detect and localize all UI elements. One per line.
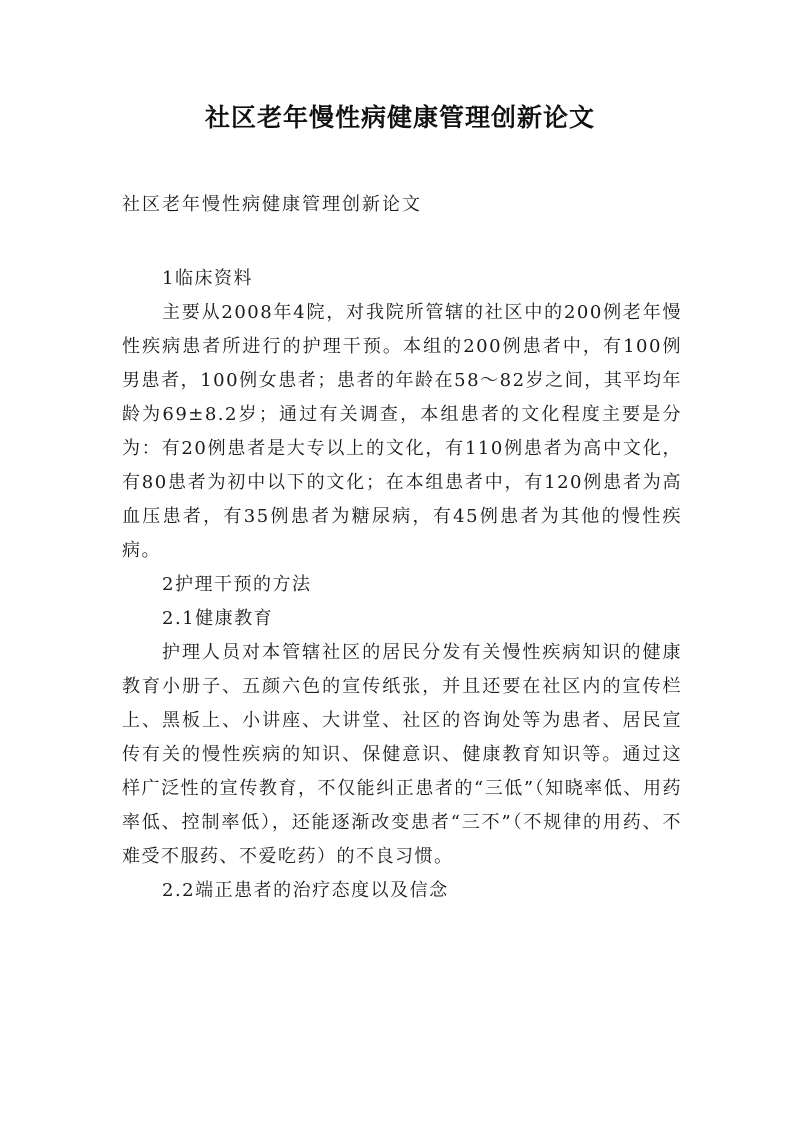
heading-clinical-data: 1临床资料	[162, 268, 253, 289]
paragraph-health-education: 护理人员对本管辖社区的居民分发有关慢性疾病知识的健康教育小册子、五颜六色的宣传纸张，并且还要在社区内的宣传栏上、黑板上、小讲座、大讲堂、社区的咨询处等为患者、居民宣传有关的慢性疾病的知识、保健意识、健康教育知识等。通过这样广泛性的宣传教育，不仅能纠正患者的“三低”（知晓率低、用药率低、控制率低），还能逐渐改变患者“三不”（不规律的用药、不难受不服药、不爱吃药）的不良习惯。	[122, 642, 682, 867]
paragraph-clinical-data: 主要从2008年4院，对我院所管辖的社区中的200例老年慢性疾病患者所进行的护理干预。本组的200例患者中，有100例男患者，100例女患者；患者的年龄在58～82岁之间，其平均年龄为69±8.2岁；通过有关调查，本组患者的文化程度主要是分为：有20例患者是大专以上的文化，有110例患者为高中文化，有80患者为初中以下的文化；在本组患者中，有120例患者为高血压患者，有35例患者为糖尿病，有45例患者为其他的慢性疾病。	[122, 302, 682, 561]
heading-health-education: 2.1健康教育	[162, 608, 274, 629]
document-body	[122, 262, 682, 908]
heading-nursing-methods: 2护理干预的方法	[162, 574, 312, 595]
document-subtitle: 社区老年慢性病健康管理创新论文	[122, 194, 422, 215]
page-title: 社区老年慢性病健康管理创新论文	[204, 103, 595, 132]
heading-treatment-attitude: 2.2端正患者的治疗态度以及信念	[162, 880, 449, 901]
